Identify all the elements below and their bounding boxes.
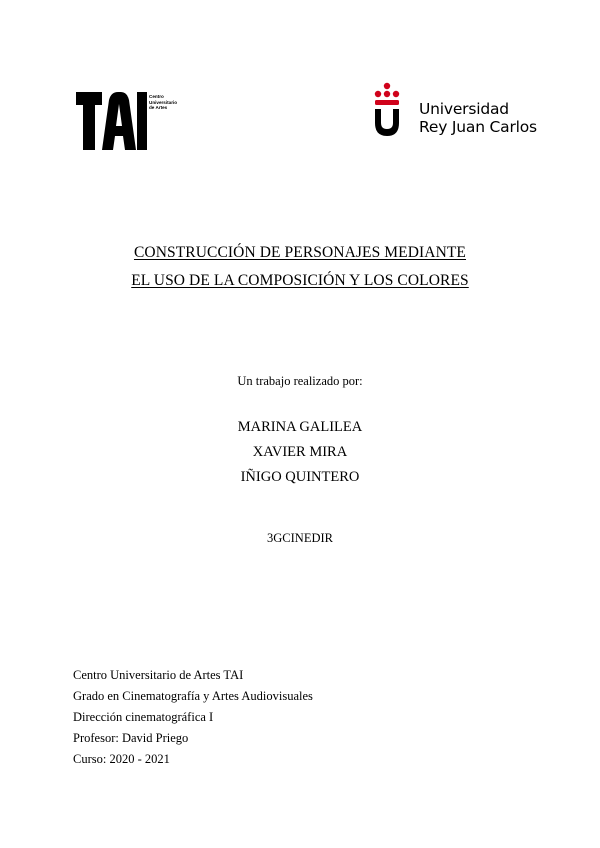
intro-text: Un trabajo realizado por: <box>237 374 363 388</box>
tai-logo <box>76 86 186 154</box>
urjc-emblem <box>372 82 412 138</box>
group-code: 3GCINEDIR <box>267 531 333 545</box>
document-title-line-2: EL USO DE LA COMPOSICIÓN Y LOS COLORES <box>131 272 469 289</box>
tai-subtitle-line: de Artes <box>149 105 168 111</box>
author-name: MARINA GALILEA <box>237 419 363 435</box>
tai-subtitle-line: Centro <box>149 94 164 99</box>
info-line-professor: Profesor: David Priego <box>73 731 189 745</box>
urjc-name <box>419 100 537 136</box>
document-title-line-1: CONSTRUCCIÓN DE PERSONAJES MEDIANTE <box>133 244 467 261</box>
tai-subtitle-line: Universitario <box>149 99 178 105</box>
author-name: XAVIER MIRA <box>252 444 348 460</box>
urjc-name-line: Universidad <box>419 100 509 118</box>
urjc-logo <box>372 82 542 138</box>
info-line-course: Curso: 2020 - 2021 <box>73 752 170 766</box>
urjc-name-line: Rey Juan Carlos <box>419 118 537 136</box>
info-line-center: Centro Universitario de Artes TAI <box>73 668 244 682</box>
info-line-degree: Grado en Cinematografía y Artes Audiovisuales <box>73 689 313 703</box>
tai-subtitle <box>149 94 177 111</box>
author-name: IÑIGO QUINTERO <box>240 469 360 485</box>
info-line-subject: Dirección cinematográfica I <box>73 710 214 724</box>
tai-wordmark <box>76 86 148 154</box>
